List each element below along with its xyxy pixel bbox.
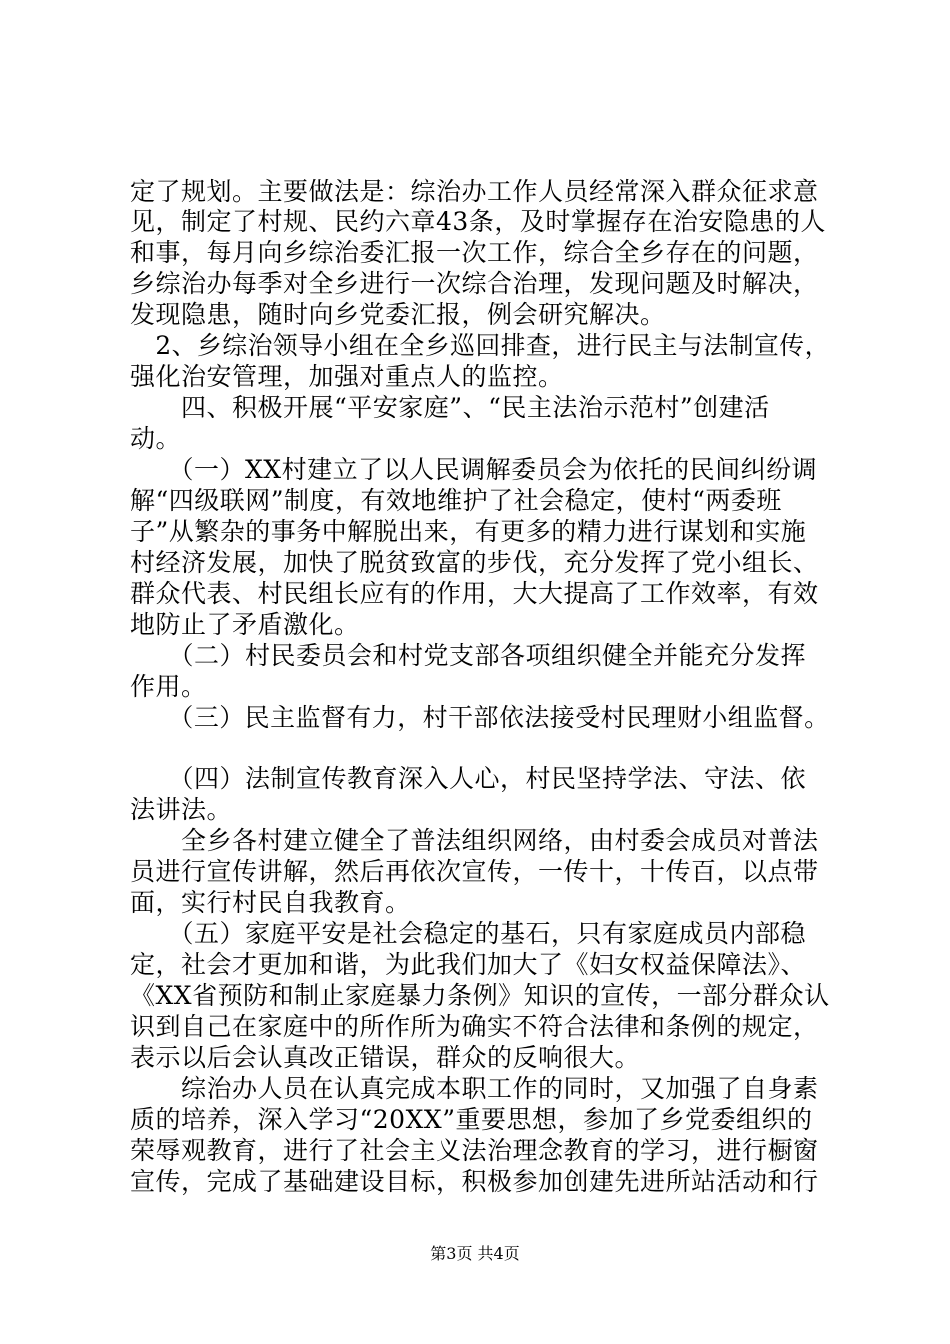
text-line: 员进行宣传讲解，然后再依次宣传，一传十，十传百，以点带 <box>130 857 819 886</box>
text-line: （三）民主监督有力，村干部依法接受村民理财小组监督。 <box>130 703 830 732</box>
text-line: 表示以后会认真改正错误，群众的反响很大。 <box>130 1043 641 1072</box>
text-line: （五）家庭平安是社会稳定的基石，只有家庭成员内部稳 <box>130 919 807 948</box>
text-line: 2、乡综治领导小组在全乡巡回排查，进行民主与法制宣传， <box>130 331 830 360</box>
text-line: （二）村民委员会和村党支部各项组织健全并能充分发挥 <box>130 641 807 670</box>
text-line: 法讲法。 <box>130 795 233 824</box>
text-line: 作用。 <box>130 672 207 701</box>
text-line: 解“四级联网”制度，有效地维护了社会稳定，使村“两委班 <box>130 486 782 515</box>
page-number: 第3页 共4页 <box>430 1244 520 1263</box>
text-line: 村经济发展，加快了脱贫致富的步伐，充分发挥了党小组长、 <box>130 548 819 577</box>
text-line: 荣辱观教育，进行了社会主义法治理念教育的学习，进行橱窗 <box>130 1136 819 1165</box>
text-line: 面，实行村民自我教育。 <box>130 888 411 917</box>
text-line: 《XX省预防和制止家庭暴力条例》知识的宣传，一部分群众认 <box>130 981 830 1010</box>
text-line: （一）XX村建立了以人民调解委员会为依托的民间纠纷调 <box>130 455 818 484</box>
text-line: 识到自己在家庭中的所作所为确实不符合法律和条例的规定， <box>130 1012 819 1041</box>
text-line: （四）法制宣传教育深入人心，村民坚持学法、守法、依 <box>130 764 807 793</box>
text-line: 强化治安管理，加强对重点人的监控。 <box>130 362 564 391</box>
section-heading: 动。 <box>130 424 182 453</box>
section-heading: 四、积极开展“平安家庭”、“民主法治示范村”创建活 <box>130 393 770 422</box>
text-line: 群众代表、村民组长应有的作用，大大提高了工作效率，有效 <box>130 579 819 608</box>
text-line: 见，制定了村规、民约六章43条，及时掌握存在治安隐患的人 <box>130 207 826 236</box>
text-line: 地防止了矛盾激化。 <box>130 610 360 639</box>
text-line: 和事，每月向乡综治委汇报一次工作，综合全乡存在的问题， <box>130 238 819 267</box>
text-line: 定，社会才更加和谐，为此我们加大了《妇女权益保障法》、 <box>130 950 807 979</box>
text-line: 质的培养，深入学习“20XX”重要思想，参加了乡党委组织的 <box>130 1105 813 1134</box>
text-line: 定了规划。主要做法是：综治办工作人员经常深入群众征求意 <box>130 177 819 206</box>
text-line: 宣传，完成了基础建设目标，积极参加创建先进所站活动和行 <box>130 1167 819 1196</box>
text-line: 发现隐患，随时向乡党委汇报，例会研究解决。 <box>130 300 666 329</box>
text-line: 全乡各村建立健全了普法组织网络，由村委会成员对普法 <box>130 826 819 855</box>
text-line: 乡综治办每季对全乡进行一次综合治理，发现问题及时解决， <box>130 269 819 298</box>
text-line: 综治办人员在认真完成本职工作的同时，又加强了自身素 <box>130 1074 819 1103</box>
text-line: 子”从繁杂的事务中解脱出来，有更多的精力进行谋划和实施 <box>130 517 807 546</box>
